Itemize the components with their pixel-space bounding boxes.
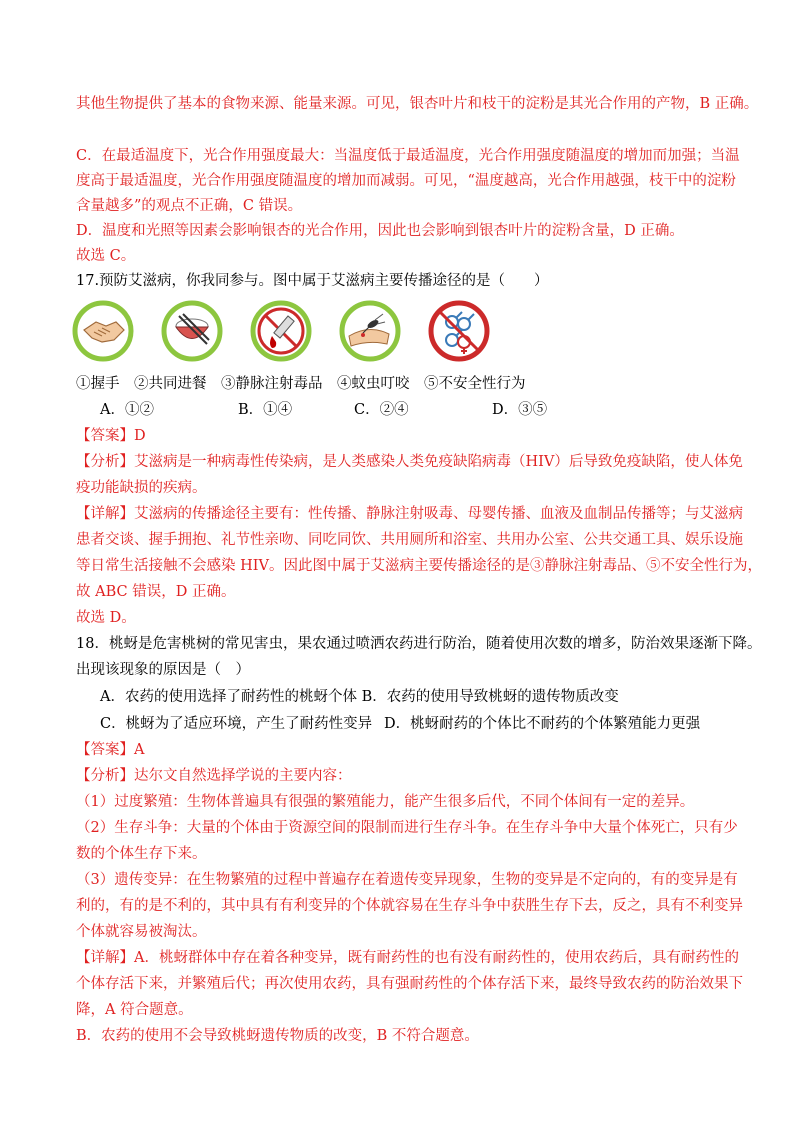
option-d-explanation: D．温度和光照等因素会影响银杏的光合作用，因此也会影响到银杏叶片的淀粉含量，D 正确。: [76, 223, 684, 239]
q18-options-row-1: A．农药的使用选择了耐药性的桃蚜个体 B．农药的使用导致桃蚜的遗传物质改变: [100, 689, 619, 705]
final-choice: 故选 C。: [76, 248, 136, 264]
question-18: 18．桃蚜是危害桃树的常见害虫，果农通过喷洒农药进行防治，随着使用次数的增多，防治效果逐渐下降。: [76, 636, 762, 652]
q18-option-c: C．桃蚜为了适应环境，产生了耐药性变异: [100, 716, 373, 732]
detail-18-cont: 个体存活下来，并繁殖后代；再次使用农药，具有强耐药性的个体存活下来，最终导致农药的防治效果下: [76, 976, 743, 992]
final-choice-17: 故选 D。: [76, 610, 136, 626]
option-c-explanation: C．在最适温度下，光合作用强度最大：当温度低于最适温度，光合作用强度随温度的增加而加强；当温: [76, 148, 740, 164]
analysis-18-point-2-cont: 数的个体生存下来。: [76, 846, 207, 862]
analysis-18-point-3: （3）遗传变异：在生物繁殖的过程中普遍存在着遗传变异现象，生物的变异是不定向的，有的变异是有: [76, 872, 738, 888]
gender-symbols-icon: [428, 300, 490, 362]
question-17: 17.预防艾滋病，你我同参与。图中属于艾滋病主要传播途径的是（ ）: [76, 273, 549, 289]
mosquito-bite-icon: [339, 300, 401, 362]
detail-17-cont: 患者交谈、握手拥抱、礼节性亲吻、同吃同饮、共用厕所和浴室、共用办公室、公共交通工具、娱乐设施: [76, 532, 743, 548]
syringe-icon: [250, 300, 312, 362]
question-17-items: ①握手 ②共同进餐 ③静脉注射毒品 ④蚊虫叮咬 ⑤不安全性行为: [76, 376, 526, 392]
question-18-cont: 出现该现象的原因是（ ）: [76, 662, 250, 678]
option-d: D．③⑤: [492, 402, 548, 418]
answer-17: 【答案】D: [76, 428, 146, 444]
detail-18-cont: 降，A 符合题意。: [76, 1002, 193, 1018]
option-c: C．②④: [354, 402, 409, 418]
analysis-18-point-1: （1）过度繁殖：生物体普遍具有很强的繁殖能力，能产生很多后代，不同个体间有一定的差异。: [76, 794, 695, 810]
q18-option-d: D．桃蚜耐药的个体比不耐药的个体繁殖能力更强: [384, 716, 701, 732]
analysis-17-cont: 疫功能缺损的疾病。: [76, 480, 207, 496]
option-c-explanation-cont: 度高于最适温度，光合作用强度随温度的增加而减弱。可见，“温度越高，光合作用越强，枝干中的淀粉: [76, 173, 736, 189]
detail-18-option-b: B．农药的使用不会导致桃蚜遗传物质的改变，B 不符合题意。: [76, 1028, 479, 1044]
option-a: A．①②: [100, 402, 154, 418]
analysis-18-point-3-cont: 利的，有的是不利的，其中具有有利变异的个体就容易在生存斗争中获胜生存下去，反之，具有不利变异: [76, 898, 743, 914]
option-c-explanation-cont: 含量越多”的观点不正确，C 错误。: [76, 198, 303, 214]
answer-18: 【答案】A: [76, 742, 145, 758]
analysis-18-point-2: （2）生存斗争：大量的个体由于资源空间的限制而进行生存斗争。在生存斗争中大量个体死亡，只有少: [76, 820, 738, 836]
handshake-icon: [72, 300, 134, 362]
explanation-line: 其他生物提供了基本的食物来源、能量来源。可见，银杏叶片和枝干的淀粉是其光合作用的产物，B 正确。: [76, 96, 759, 112]
detail-17-cont: 故 ABC 错误，D 正确。: [76, 584, 236, 600]
rice-bowl-icon: [161, 300, 223, 362]
analysis-18: 【分析】达尔文自然选择学说的主要内容：: [76, 768, 352, 784]
detail-18: 【详解】A．桃蚜群体中存在着各种变异，既有耐药性的也有没有耐药性的，使用农药后，具有耐药性的: [76, 950, 739, 966]
analysis-18-point-3-cont: 个体就容易被淘汰。: [76, 924, 207, 940]
question-17-icons: [72, 300, 532, 362]
option-b: B．①④: [238, 402, 293, 418]
detail-17: 【详解】艾滋病的传播途径主要有：性传播、静脉注射吸毒、母婴传播、血液及血制品传播等；与艾滋病: [76, 506, 743, 522]
detail-17-cont: 等日常生活接触不会感染 HIV。因此图中属于艾滋病主要传播途径的是③静脉注射毒品、⑤不安全性行为，: [76, 558, 762, 574]
analysis-17: 【分析】艾滋病是一种病毒性传染病，是人类感染人类免疫缺陷病毒（HIV）后导致免疫缺陷，使人体免: [76, 454, 743, 470]
